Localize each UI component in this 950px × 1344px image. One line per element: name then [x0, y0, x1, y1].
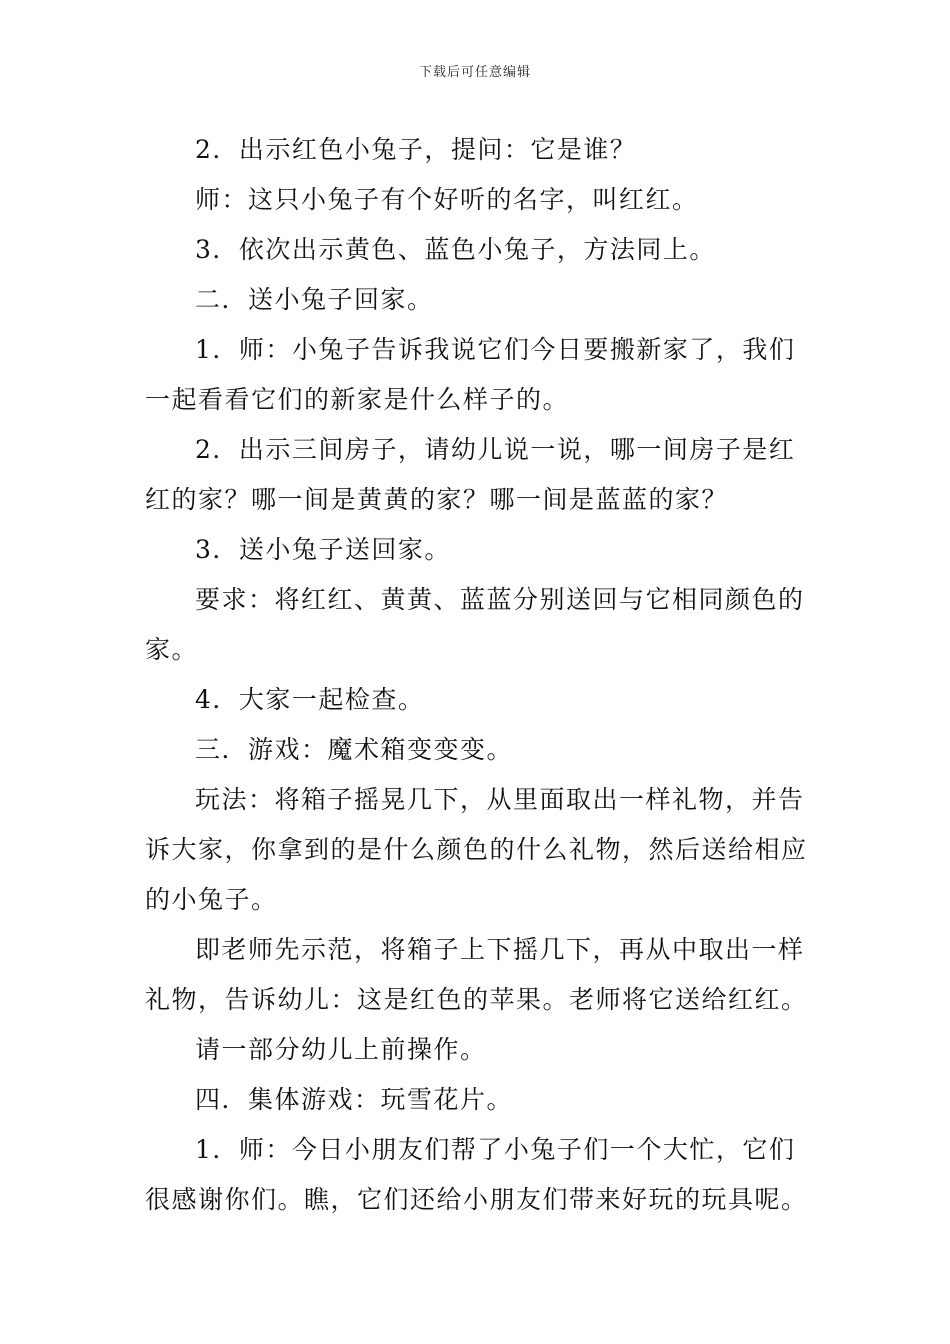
paragraph: 玩法：将箱子摇晃几下，从里面取出一样礼物，并告诉大家，你拿到的是什么颜色的什么礼物，然后送给相应的小兔子。 — [145, 785, 808, 914]
paragraph: 师：这只小兔子有个好听的名字，叫红红。 — [195, 185, 699, 214]
section-heading: 四．集体游戏：玩雪花片。 — [195, 1085, 514, 1114]
paragraph: 1．师：今日小朋友们帮了小兔子们一个大忙，它们很感谢你们。瞧，它们还给小朋友们带来好玩的玩具呢。 — [145, 1135, 808, 1214]
section-heading: 三．游戏：魔术箱变变变。 — [195, 735, 514, 764]
paragraph: 即老师先示范，将箱子上下摇几下，再从中取出一样礼物，告诉幼儿：这是红色的苹果。老师将它送给红红。 — [145, 935, 808, 1014]
paragraph: 2．出示三间房子，请幼儿说一说，哪一间房子是红红的家？哪一间是黄黄的家？哪一间是蓝蓝的家？ — [145, 435, 796, 514]
paragraph: 4．大家一起检查。 — [195, 685, 425, 714]
page-header-note: 下载后可任意编辑 — [418, 65, 531, 80]
paragraph: 3．送小兔子送回家。 — [195, 535, 451, 564]
document-body — [145, 125, 815, 1225]
section-heading: 二．送小兔子回家。 — [195, 285, 434, 314]
paragraph: 1．师：小兔子告诉我说它们今日要搬新家了，我们一起看看它们的新家是什么样子的。 — [145, 335, 796, 414]
paragraph: 要求：将红红、黄黄、蓝蓝分别送回与它相同颜色的家。 — [145, 585, 805, 664]
paragraph: 3．依次出示黄色、蓝色小兔子，方法同上。 — [195, 235, 716, 264]
paragraph: 请一部分幼儿上前操作。 — [195, 1035, 487, 1064]
paragraph: 2．出示红色小兔子，提问：它是谁？ — [195, 135, 637, 164]
